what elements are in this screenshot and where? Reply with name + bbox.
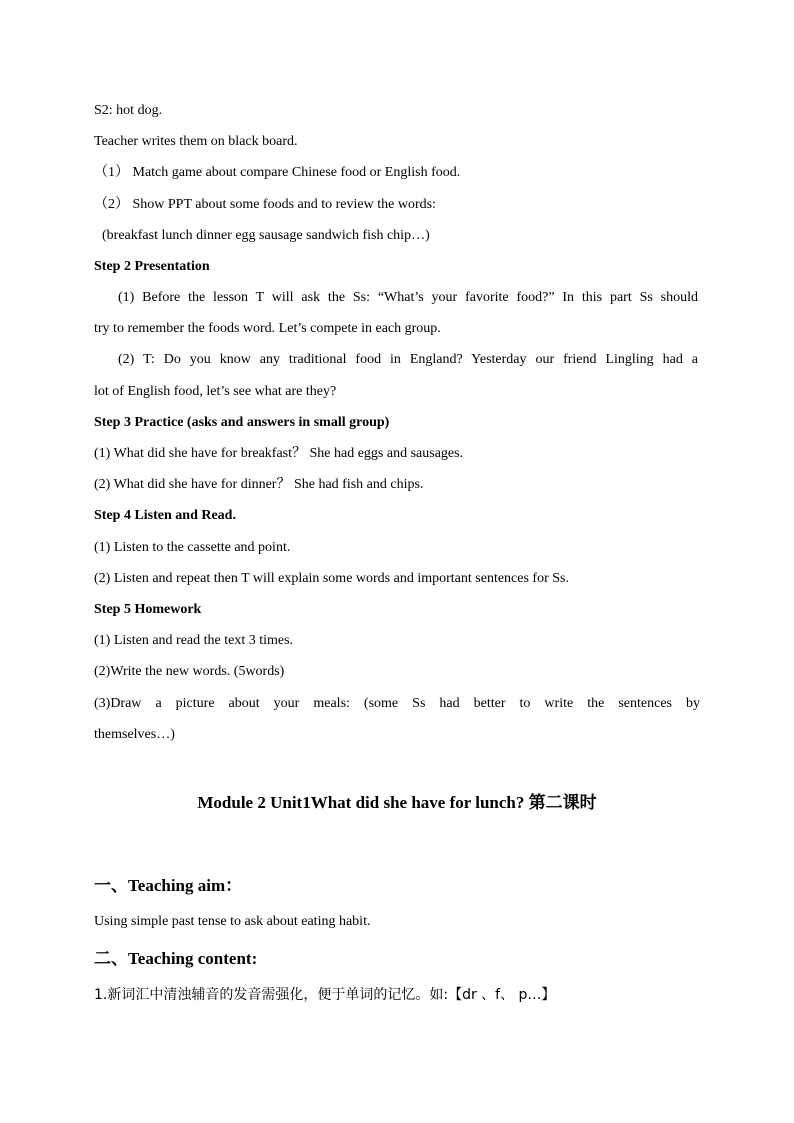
body-text: (2) T: Do you know any traditional food in England? Yesterday our friend Lingling had a bbox=[118, 352, 698, 367]
body-text: (1) Before the lesson T will ask the Ss: “What’s your favorite food?” In this part Ss should bbox=[118, 290, 698, 305]
word-list: (breakfast lunch dinner egg sausage sandwich fish chip…) bbox=[102, 228, 430, 243]
list-item: (2) Listen and repeat then T will explain some words and important sentences for Ss. bbox=[94, 571, 569, 586]
body-text: lot of English food, let’s see what are they? bbox=[94, 384, 337, 399]
body-text: Using simple past tense to ask about eating habit. bbox=[94, 914, 371, 929]
list-item: (1) What did she have for breakfast？ She had eggs and sausages. bbox=[94, 446, 464, 461]
section-heading-aim: 一、Teaching aim： bbox=[94, 876, 243, 895]
step-heading: Step 4 Listen and Read. bbox=[94, 508, 236, 523]
body-text: Teacher writes them on black board. bbox=[94, 134, 298, 149]
dialogue-line: S2: hot dog. bbox=[94, 103, 163, 118]
body-text: try to remember the foods word. Let’s compete in each group. bbox=[94, 321, 441, 336]
list-item: (1) Listen to the cassette and point. bbox=[94, 540, 291, 555]
list-item: (2) What did she have for dinner？ She had fish and chips. bbox=[94, 477, 424, 492]
step-heading: Step 5 Homework bbox=[94, 602, 202, 617]
body-text: 1.新词汇中清浊辅音的发音需强化，便于单词的记忆。如:【dr 、f、 p…】 bbox=[94, 987, 556, 1003]
list-item: (2)Write the new words. (5words) bbox=[94, 664, 285, 679]
list-item: （2） Show PPT about some foods and to review the words: bbox=[94, 197, 436, 212]
list-item: themselves…) bbox=[94, 727, 175, 742]
section-heading-content: 二、Teaching content: bbox=[94, 949, 258, 968]
step-heading: Step 3 Practice (asks and answers in small group) bbox=[94, 415, 390, 430]
lesson-title: Module 2 Unit1What did she have for lunch? 第二课时 bbox=[197, 793, 597, 812]
step-heading: Step 2 Presentation bbox=[94, 259, 210, 274]
list-item: (3)Draw a picture about your meals: (some Ss had better to write the sentences by bbox=[94, 696, 700, 711]
list-item: (1) Listen and read the text 3 times. bbox=[94, 633, 294, 648]
list-item: （1） Match game about compare Chinese food or English food. bbox=[94, 165, 461, 180]
